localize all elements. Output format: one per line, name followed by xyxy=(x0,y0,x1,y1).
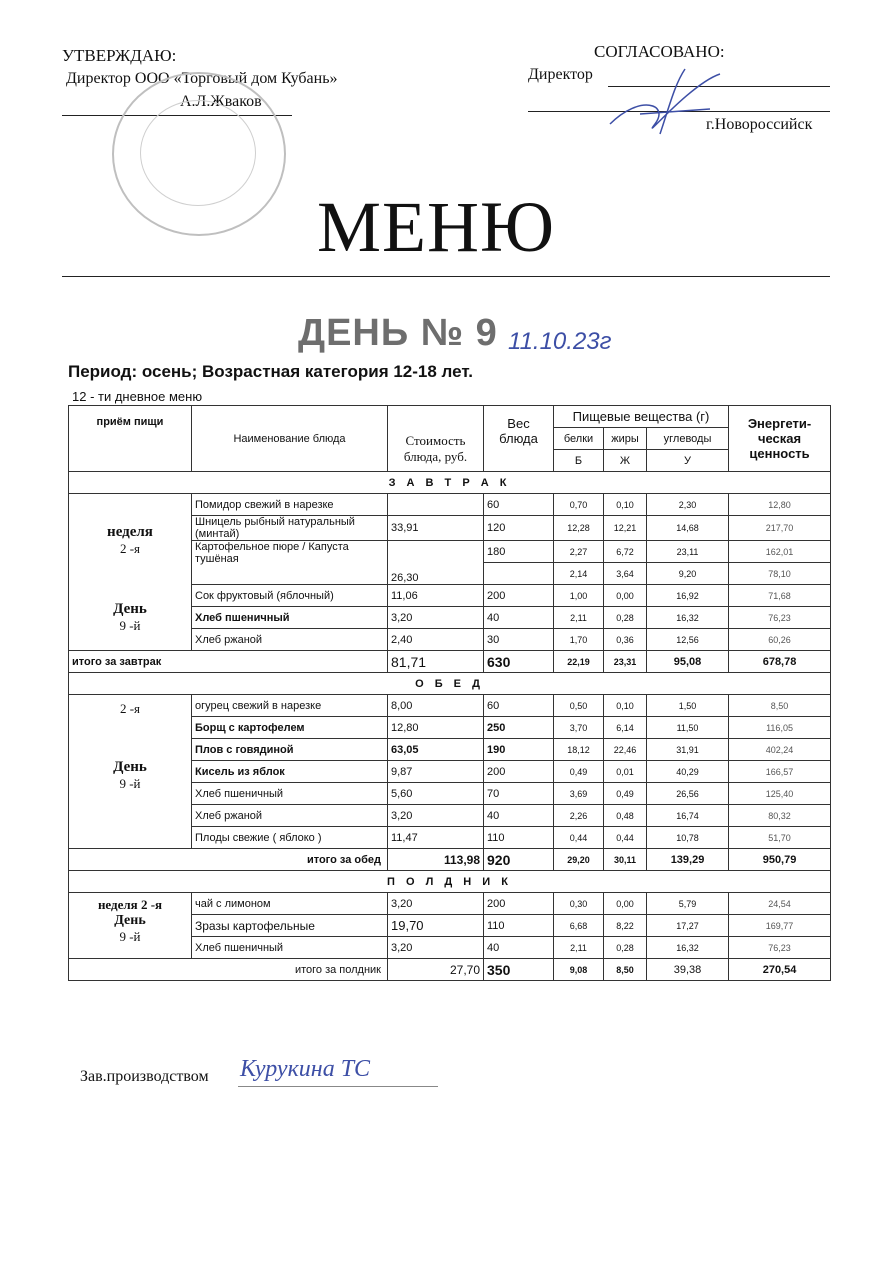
dish-carb: 16,74 xyxy=(647,805,729,827)
dish-weight: 110 xyxy=(484,827,554,849)
dish-weight: 60 xyxy=(484,695,554,717)
dish-energy: 60,26 xyxy=(729,629,831,651)
dish-name: Шницель рыбный натуральный (минтай) xyxy=(192,516,388,541)
total-protein: 9,08 xyxy=(554,959,604,981)
dish-protein: 0,44 xyxy=(554,827,604,849)
dish-carb: 23,11 xyxy=(647,541,729,563)
dish-cost: 8,00 xyxy=(388,695,484,717)
dish-name: Борщ с картофелем xyxy=(192,717,388,739)
section-lunch: О Б Е Д xyxy=(69,673,831,695)
dish-cost: 12,80 xyxy=(388,717,484,739)
dish-carb: 11,50 xyxy=(647,717,729,739)
production-signature-line xyxy=(238,1086,438,1087)
dish-cost: 33,91 xyxy=(388,516,484,541)
dish-energy: 116,05 xyxy=(729,717,831,739)
dish-weight: 30 xyxy=(484,629,554,651)
dish-cost: 5,60 xyxy=(388,783,484,805)
header-fat-short: Ж xyxy=(604,450,647,472)
breakfast-day: День xyxy=(113,601,147,617)
production-signature: Курукина ТС xyxy=(240,1056,371,1082)
header-name: Наименование блюда xyxy=(192,406,388,472)
approve-name: А.Л.Жваков xyxy=(180,93,262,110)
header-carb-short: У xyxy=(647,450,729,472)
dish-carb: 9,20 xyxy=(647,563,729,585)
breakfast-day-num: 9 -й xyxy=(119,618,141,633)
header-meal: приём пищи xyxy=(69,406,192,472)
dish-protein: 0,49 xyxy=(554,761,604,783)
dish-energy: 169,77 xyxy=(729,915,831,937)
agree-position: Директор xyxy=(528,66,593,83)
dish-name: Хлеб пшеничный xyxy=(192,783,388,805)
day-title: ДЕНЬ № 9 xyxy=(298,312,498,354)
total-cost: 113,98 xyxy=(388,849,484,871)
dish-weight: 120 xyxy=(484,516,554,541)
dish-fat: 0,01 xyxy=(604,761,647,783)
table-row xyxy=(69,893,831,915)
section-breakfast: З А В Т Р А К xyxy=(69,472,831,494)
dish-fat: 0,49 xyxy=(604,783,647,805)
dish-weight: 60 xyxy=(484,494,554,516)
breakfast-week-num: 2 -я xyxy=(119,541,141,556)
dish-cost: 3,20 xyxy=(388,893,484,915)
dish-fat: 0,10 xyxy=(604,695,647,717)
dish-fat: 3,64 xyxy=(604,563,647,585)
title-divider xyxy=(62,276,830,277)
dish-energy: 80,32 xyxy=(729,805,831,827)
snack-day: День xyxy=(114,913,146,928)
total-weight: 350 xyxy=(484,959,554,981)
dish-energy: 76,23 xyxy=(729,937,831,959)
dish-carb: 16,92 xyxy=(647,585,729,607)
header-cost: Стоимость блюда, руб. xyxy=(388,406,484,472)
dish-name: Зразы картофельные xyxy=(192,915,388,937)
header-weight: Вес блюда xyxy=(484,406,554,472)
dish-protein: 2,11 xyxy=(554,607,604,629)
dish-fat: 0,44 xyxy=(604,827,647,849)
dish-carb: 31,91 xyxy=(647,739,729,761)
total-fat: 8,50 xyxy=(604,959,647,981)
dish-carb: 12,56 xyxy=(647,629,729,651)
dish-weight-empty xyxy=(484,563,554,585)
lunch-week-num: 2 -я xyxy=(119,701,141,716)
dish-fat: 0,48 xyxy=(604,805,647,827)
dish-weight: 200 xyxy=(484,761,554,783)
header-protein-short: Б xyxy=(554,450,604,472)
lunch-day: День xyxy=(113,759,147,775)
dish-energy: 8,50 xyxy=(729,695,831,717)
dish-protein: 2,27 xyxy=(554,541,604,563)
dish-energy: 71,68 xyxy=(729,585,831,607)
dish-weight: 190 xyxy=(484,739,554,761)
dish-carb: 17,27 xyxy=(647,915,729,937)
dish-weight: 250 xyxy=(484,717,554,739)
dish-name: Хлеб пшеничный xyxy=(192,937,388,959)
dish-fat: 0,28 xyxy=(604,937,647,959)
total-energy: 678,78 xyxy=(729,651,831,673)
dish-carb: 14,68 xyxy=(647,516,729,541)
breakfast-week: неделя xyxy=(107,524,153,540)
snack-day-num: 9 -й xyxy=(119,929,141,944)
dish-cost: 3,20 xyxy=(388,805,484,827)
dish-name: Хлеб пшеничный xyxy=(192,607,388,629)
dish-fat: 0,10 xyxy=(604,494,647,516)
dish-cost: 11,06 xyxy=(388,585,484,607)
lunch-day-num: 9 -й xyxy=(119,776,141,791)
dish-cost: 3,20 xyxy=(388,937,484,959)
header-nutrients: Пищевые вещества (г) xyxy=(554,406,729,428)
dish-protein: 3,70 xyxy=(554,717,604,739)
approve-title: УТВЕРЖДАЮ: xyxy=(62,46,177,65)
dish-weight: 200 xyxy=(484,585,554,607)
dish-energy: 162,01 xyxy=(729,541,831,563)
total-protein: 22,19 xyxy=(554,651,604,673)
dish-energy: 78,10 xyxy=(729,563,831,585)
dish-energy: 217,70 xyxy=(729,516,831,541)
dish-weight: 40 xyxy=(484,805,554,827)
dish-cost: 19,70 xyxy=(388,915,484,937)
total-cost: 81,71 xyxy=(388,651,484,673)
dish-name: огурец свежий в нарезке xyxy=(192,695,388,717)
total-protein: 29,20 xyxy=(554,849,604,871)
dish-name: Помидор свежий в нарезке xyxy=(192,494,388,516)
dish-fat: 22,46 xyxy=(604,739,647,761)
approve-position: Директор ООО «Торговый дом Кубань» xyxy=(66,70,338,87)
dish-carb: 26,56 xyxy=(647,783,729,805)
dish-energy: 12,80 xyxy=(729,494,831,516)
dish-fat: 0,28 xyxy=(604,607,647,629)
dish-name: чай с лимоном xyxy=(192,893,388,915)
dish-carb: 2,30 xyxy=(647,494,729,516)
dish-cost: 63,05 xyxy=(388,739,484,761)
dish-protein: 2,26 xyxy=(554,805,604,827)
dish-energy: 24,54 xyxy=(729,893,831,915)
total-carb: 95,08 xyxy=(647,651,729,673)
dish-fat: 0,36 xyxy=(604,629,647,651)
dish-energy: 166,57 xyxy=(729,761,831,783)
dish-protein: 3,69 xyxy=(554,783,604,805)
dish-carb: 1,50 xyxy=(647,695,729,717)
total-energy: 270,54 xyxy=(729,959,831,981)
dish-protein: 2,14 xyxy=(554,563,604,585)
total-weight: 920 xyxy=(484,849,554,871)
dish-energy: 51,70 xyxy=(729,827,831,849)
dish-protein: 6,68 xyxy=(554,915,604,937)
breakfast-meal-label xyxy=(69,494,192,651)
total-cost: 27,70 xyxy=(388,959,484,981)
dish-carb: 10,78 xyxy=(647,827,729,849)
agree-city: г.Новороссийск xyxy=(706,116,813,133)
dish-fat: 6,14 xyxy=(604,717,647,739)
page-title: МЕНЮ xyxy=(317,187,555,267)
total-label: итого за полдник xyxy=(69,959,388,981)
dish-protein: 12,28 xyxy=(554,516,604,541)
section-snack: П О Л Д Н И К xyxy=(69,871,831,893)
lunch-meal-label xyxy=(69,695,192,849)
total-row xyxy=(69,651,831,673)
total-row xyxy=(69,849,831,871)
dish-cost: 3,20 xyxy=(388,607,484,629)
table-header-row xyxy=(69,406,831,428)
day-date: 11.10.23г xyxy=(508,328,612,355)
dish-carb: 5,79 xyxy=(647,893,729,915)
dish-energy: 125,40 xyxy=(729,783,831,805)
production-label: Зав.производством xyxy=(80,1068,209,1085)
header-fat: жиры xyxy=(604,428,647,450)
dish-name: Картофельное пюре / Капуста тушёная xyxy=(192,541,388,585)
dish-protein: 18,12 xyxy=(554,739,604,761)
dish-carb: 16,32 xyxy=(647,937,729,959)
menu-cycle: 12 - ти дневное меню xyxy=(72,389,203,404)
total-label: итого за завтрак xyxy=(69,651,388,673)
dish-name: Сок фруктовый (яблочный) xyxy=(192,585,388,607)
header-protein: белки xyxy=(554,428,604,450)
dish-protein: 0,50 xyxy=(554,695,604,717)
total-fat: 23,31 xyxy=(604,651,647,673)
dish-weight: 200 xyxy=(484,893,554,915)
dish-cost: 26,30 xyxy=(388,541,484,585)
dish-name: Хлеб ржаной xyxy=(192,629,388,651)
dish-name: Плоды свежие ( яблоко ) xyxy=(192,827,388,849)
dish-cost: 2,40 xyxy=(388,629,484,651)
header-energy: Энергети-ческая ценность xyxy=(729,406,831,472)
total-carb: 139,29 xyxy=(647,849,729,871)
menu-table xyxy=(68,405,831,981)
dish-weight: 180 xyxy=(484,541,554,563)
dish-fat: 0,00 xyxy=(604,893,647,915)
dish-fat: 12,21 xyxy=(604,516,647,541)
total-fat: 30,11 xyxy=(604,849,647,871)
dish-cost xyxy=(388,494,484,516)
total-label: итого за обед xyxy=(69,849,388,871)
dish-carb: 16,32 xyxy=(647,607,729,629)
total-energy: 950,79 xyxy=(729,849,831,871)
dish-protein: 0,30 xyxy=(554,893,604,915)
dish-weight: 70 xyxy=(484,783,554,805)
dish-protein: 1,70 xyxy=(554,629,604,651)
table-row xyxy=(69,695,831,717)
dish-carb: 40,29 xyxy=(647,761,729,783)
dish-energy: 76,23 xyxy=(729,607,831,629)
dish-weight: 40 xyxy=(484,937,554,959)
snack-meal-label xyxy=(69,893,192,959)
total-weight: 630 xyxy=(484,651,554,673)
total-carb: 39,38 xyxy=(647,959,729,981)
dish-cost: 9,87 xyxy=(388,761,484,783)
dish-name: Кисель из яблок xyxy=(192,761,388,783)
total-row xyxy=(69,959,831,981)
dish-cost: 11,47 xyxy=(388,827,484,849)
dish-fat: 6,72 xyxy=(604,541,647,563)
agree-title: СОГЛАСОВАНО: xyxy=(594,42,725,61)
dish-weight: 40 xyxy=(484,607,554,629)
dish-energy: 402,24 xyxy=(729,739,831,761)
dish-fat: 0,00 xyxy=(604,585,647,607)
dish-name: Хлеб ржаной xyxy=(192,805,388,827)
snack-week: неделя 2 -я xyxy=(97,897,163,912)
dish-name: Плов с говядиной xyxy=(192,739,388,761)
dish-protein: 0,70 xyxy=(554,494,604,516)
dish-protein: 2,11 xyxy=(554,937,604,959)
dish-weight: 110 xyxy=(484,915,554,937)
header-carb: углеводы xyxy=(647,428,729,450)
dish-protein: 1,00 xyxy=(554,585,604,607)
period-line: Период: осень; Возрастная категория 12-18 лет. xyxy=(68,362,473,381)
dish-fat: 8,22 xyxy=(604,915,647,937)
table-row xyxy=(69,494,831,516)
